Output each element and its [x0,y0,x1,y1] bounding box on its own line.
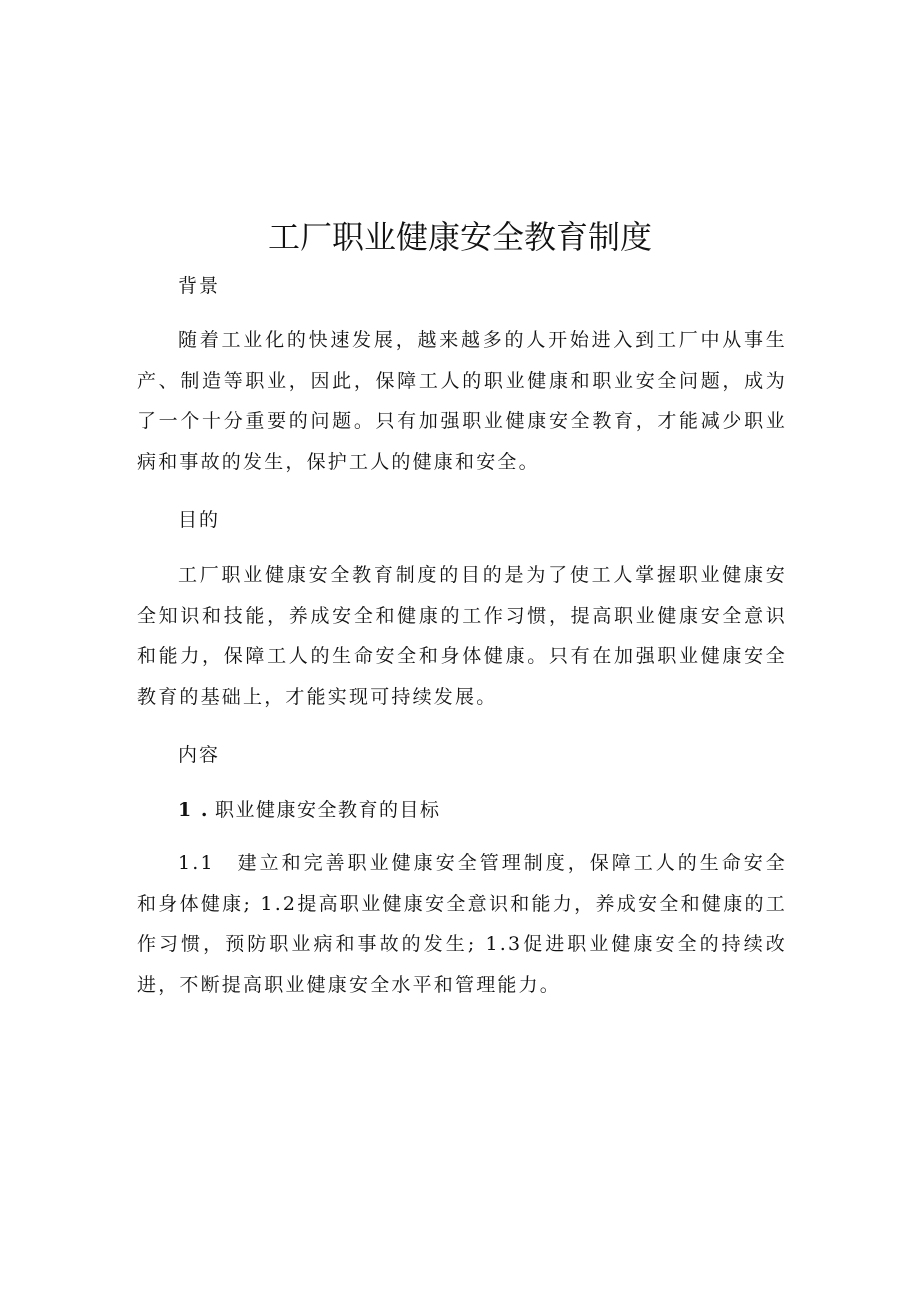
content-item-title: 职业健康安全教育的目标 [214,799,441,821]
section-heading-background: 背景 [178,275,221,297]
section-paragraph-background: 随着工业化的快速发展，越来越多的人开始进入到工厂中从事生产、制造等职业，因此，保障工人的职业健康和职业安全问题，成为了一个十分重要的问题。只有加强职业健康安全教育，才能减少职业病和事故的发生，保护工人的健康和安全。 [137,329,787,473]
section-heading-content: 内容 [178,744,221,766]
section-paragraph-purpose: 工厂职业健康安全教育制度的目的是为了使工人掌握职业健康安全知识和技能，养成安全和健康的工作习惯，提高职业健康安全意识和能力，保障工人的生命安全和身体健康。只有在加强职业健康安全教育的基础上，才能实现可持续发展。 [137,564,787,708]
section-heading-purpose: 目的 [178,509,221,531]
document-title: 工厂职业健康安全教育制度 [267,218,652,256]
content-item-heading [178,796,440,824]
content-item-paragraph: 1.1 建立和完善职业健康安全管理制度，保障工人的生命安全和身体健康; 1.2提高职业健康安全意识和能力，养成安全和健康的工作习惯，预防职业病和事故的发生; 1.3促进职业健康安全的持续改进，不断提高职业健康安全水平和管理能力。 [137,852,787,996]
content-item-number: 1 . [178,799,209,821]
